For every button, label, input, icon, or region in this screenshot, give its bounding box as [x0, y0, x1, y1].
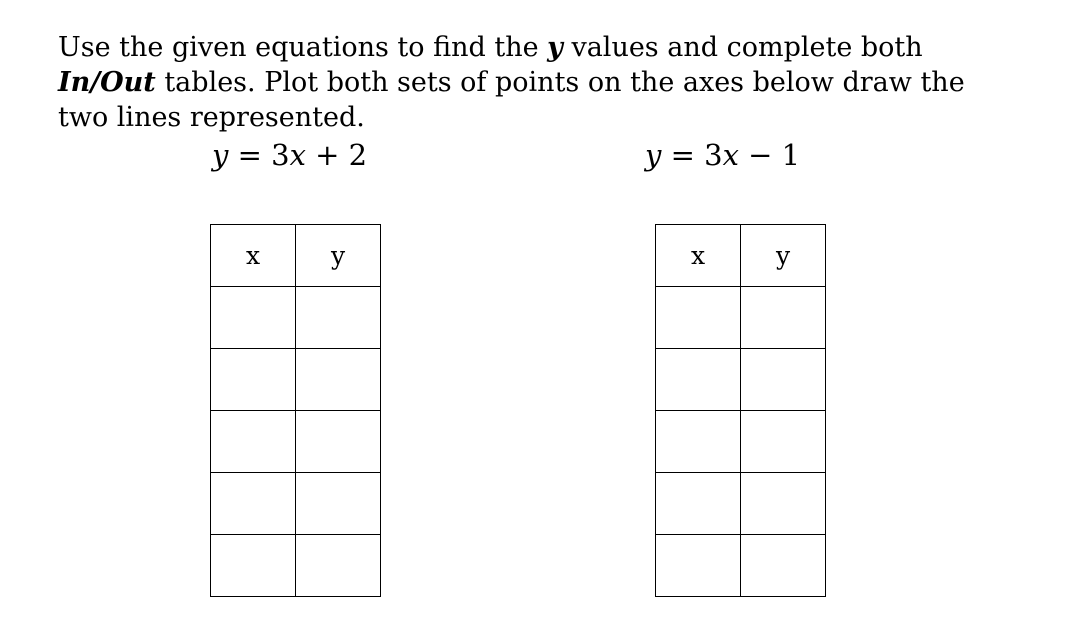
- equation-1: [212, 138, 367, 172]
- table-2-cell-x[interactable]: [656, 535, 741, 597]
- instructions-part1: Use the given equations to find the: [58, 32, 548, 63]
- table-2-cell-y[interactable]: [741, 349, 826, 411]
- table-row: [656, 287, 826, 349]
- table-row: [656, 411, 826, 473]
- equation-1-x: x: [289, 138, 306, 172]
- table-2-header-y: y: [741, 225, 826, 287]
- table-header-row: [211, 225, 381, 287]
- in-out-table-2: [655, 224, 826, 597]
- equation-2-equals: = 3: [661, 138, 723, 172]
- table-2-cell-x[interactable]: [656, 349, 741, 411]
- instructions-part2: values and complete both: [562, 32, 923, 63]
- table-row: [211, 349, 381, 411]
- table-1-cell-x[interactable]: [211, 287, 296, 349]
- table-1-cell-x[interactable]: [211, 473, 296, 535]
- table-2-cell-x[interactable]: [656, 287, 741, 349]
- table-2-cell-x[interactable]: [656, 411, 741, 473]
- table-row: [656, 535, 826, 597]
- equation-2: [645, 138, 800, 172]
- instructions-in-out: In/Out: [58, 67, 156, 98]
- table-2-cell-y[interactable]: [741, 473, 826, 535]
- table-2-header-x: x: [656, 225, 741, 287]
- equation-1-lhs: y: [212, 138, 229, 172]
- instructions-text: [58, 30, 1018, 135]
- table-1-cell-y[interactable]: [296, 535, 381, 597]
- table-1-cell-y[interactable]: [296, 473, 381, 535]
- table-2-cell-x[interactable]: [656, 473, 741, 535]
- instructions-y-variable: y: [547, 32, 563, 63]
- equation-1-equals: = 3: [228, 138, 290, 172]
- table-1-cell-y[interactable]: [296, 287, 381, 349]
- equation-2-lhs: y: [645, 138, 662, 172]
- table-1-cell-x[interactable]: [211, 535, 296, 597]
- table-1-header-x: x: [211, 225, 296, 287]
- table-1-header-y: y: [296, 225, 381, 287]
- table-2-cell-y[interactable]: [741, 287, 826, 349]
- table-row: [211, 287, 381, 349]
- table-1-cell-x[interactable]: [211, 411, 296, 473]
- table-row: [211, 473, 381, 535]
- table-row: [211, 411, 381, 473]
- table-2-cell-y[interactable]: [741, 535, 826, 597]
- table-2-cell-y[interactable]: [741, 411, 826, 473]
- table-header-row: [656, 225, 826, 287]
- equation-1-rest: + 2: [305, 138, 368, 172]
- equation-2-x: x: [722, 138, 739, 172]
- equation-2-rest: − 1: [738, 138, 801, 172]
- instructions-part3: tables. Plot both sets of points on the axes below draw the two lines represented.: [58, 67, 965, 133]
- table-row: [211, 535, 381, 597]
- table-row: [656, 349, 826, 411]
- table-row: [656, 473, 826, 535]
- table-1-cell-x[interactable]: [211, 349, 296, 411]
- in-out-table-1: [210, 224, 381, 597]
- table-1-cell-y[interactable]: [296, 411, 381, 473]
- table-1-cell-y[interactable]: [296, 349, 381, 411]
